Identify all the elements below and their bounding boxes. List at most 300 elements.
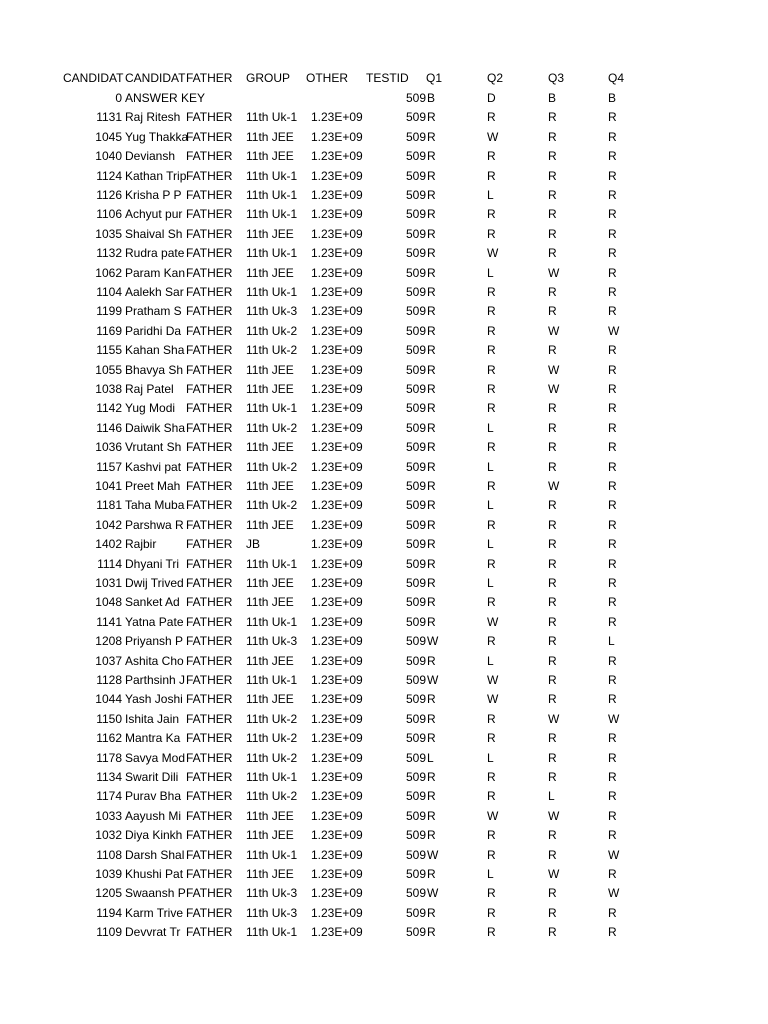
table-row bbox=[0, 574, 768, 593]
table-row bbox=[0, 593, 768, 612]
cell-father: FATHER bbox=[186, 925, 233, 940]
table-row bbox=[0, 710, 768, 729]
cell-q1: R bbox=[427, 285, 436, 299]
cell-father: FATHER bbox=[186, 323, 233, 338]
cell-candidate-name: Ashita Cho bbox=[125, 653, 184, 668]
cell-testid: 509 bbox=[405, 323, 426, 338]
cell-q1: R bbox=[427, 537, 436, 552]
cell-group: 11th Uk-2 bbox=[246, 731, 298, 746]
cell-candidate-name: Aayush Mi bbox=[125, 808, 182, 823]
cell-father: FATHER bbox=[186, 905, 233, 920]
cell-testid: 509 bbox=[405, 129, 426, 144]
cell-testid: 509 bbox=[405, 459, 426, 474]
table-row bbox=[0, 341, 768, 360]
cell-q1: R bbox=[427, 576, 436, 590]
cell-other: 1.23E+09 bbox=[311, 265, 363, 280]
cell-group: 11th Uk-1 bbox=[246, 110, 298, 125]
cell-q3: R bbox=[548, 537, 557, 552]
cell-testid: 509 bbox=[405, 149, 426, 164]
table-row bbox=[0, 535, 768, 554]
cell-q3: R bbox=[548, 517, 557, 532]
table-row bbox=[0, 167, 768, 186]
header-q4: Q4 bbox=[608, 71, 625, 85]
cell-candidate-name: Pratham S bbox=[125, 304, 182, 319]
cell-father: FATHER bbox=[186, 828, 233, 843]
cell-candidate-name: Raj Ritesh bbox=[125, 110, 181, 125]
cell-group: JB bbox=[246, 537, 261, 552]
cell-q3: R bbox=[548, 750, 557, 765]
cell-candidate-name: Yug Modi bbox=[125, 401, 176, 416]
cell-father: FATHER bbox=[186, 886, 233, 901]
cell-q4: R bbox=[608, 401, 617, 416]
cell-father: FATHER bbox=[186, 188, 233, 202]
cell-q3: W bbox=[548, 323, 560, 338]
cell-testid: 509 bbox=[405, 556, 426, 571]
cell-q2: L bbox=[487, 653, 494, 668]
table-row bbox=[0, 496, 768, 515]
cell-other: 1.23E+09 bbox=[311, 440, 363, 455]
cell-father: FATHER bbox=[186, 479, 233, 493]
cell-testid: 509 bbox=[405, 770, 426, 784]
cell-candidate-id: 1402 bbox=[95, 537, 122, 552]
table-row bbox=[0, 826, 768, 845]
header-father: FATHER bbox=[186, 71, 233, 85]
cell-father: FATHER bbox=[186, 362, 233, 377]
cell-group: 11th Uk-2 bbox=[246, 343, 298, 358]
cell-other: 1.23E+09 bbox=[311, 517, 363, 532]
cell-father bbox=[186, 89, 244, 108]
cell-candidate-id: 1055 bbox=[95, 362, 122, 377]
cell-group: 11th JEE bbox=[246, 808, 294, 823]
header-row bbox=[0, 69, 768, 88]
cell-candidate-id: 1162 bbox=[96, 731, 122, 746]
cell-group: 11th JEE bbox=[246, 576, 294, 590]
cell-candidate-name: Yash Joshi bbox=[125, 692, 183, 707]
cell-other: 1.23E+09 bbox=[311, 653, 363, 668]
cell-q1: R bbox=[427, 808, 436, 823]
cell-father: FATHER bbox=[186, 576, 233, 590]
cell-group: 11th Uk-1 bbox=[246, 556, 298, 571]
cell-group: 11th JEE bbox=[246, 382, 294, 396]
cell-testid: 509 bbox=[405, 673, 426, 687]
cell-father: FATHER bbox=[186, 110, 233, 125]
cell-father: FATHER bbox=[186, 517, 233, 532]
cell-q2: R bbox=[487, 634, 496, 649]
cell-q4: R bbox=[608, 731, 617, 746]
cell-q1: R bbox=[427, 401, 436, 416]
table-row bbox=[0, 361, 768, 380]
cell-q3: W bbox=[548, 265, 560, 280]
cell-father: FATHER bbox=[186, 382, 233, 396]
cell-q1: R bbox=[427, 168, 436, 183]
cell-group: 11th JEE bbox=[246, 149, 294, 164]
cell-q2: L bbox=[487, 498, 494, 513]
cell-testid: 509 bbox=[405, 517, 426, 532]
cell-group: 11th Uk-1 bbox=[246, 246, 298, 261]
cell-testid: 509 bbox=[405, 362, 426, 377]
cell-q4: R bbox=[608, 362, 617, 377]
cell-q1: W bbox=[427, 886, 439, 901]
cell-other: 1.23E+09 bbox=[311, 304, 363, 319]
cell-testid: 509 bbox=[405, 576, 426, 590]
cell-q4: R bbox=[608, 789, 617, 804]
cell-candidate-id: 1126 bbox=[96, 188, 122, 202]
cell-other: 1.23E+09 bbox=[311, 168, 363, 183]
cell-candidate-id: 1040 bbox=[95, 149, 122, 164]
cell-q4: R bbox=[608, 576, 617, 590]
table-row bbox=[0, 516, 768, 535]
cell-q4: R bbox=[608, 925, 617, 940]
cell-q1: R bbox=[427, 149, 436, 164]
cell-q3: R bbox=[548, 149, 557, 164]
cell-q1: R bbox=[427, 867, 436, 881]
cell-candidate-id: 1157 bbox=[96, 459, 122, 474]
cell-q4: W bbox=[608, 323, 620, 338]
cell-q2: L bbox=[487, 537, 494, 552]
cell-q3: W bbox=[548, 479, 560, 493]
cell-father: FATHER bbox=[186, 129, 233, 144]
cell-other: 1.23E+09 bbox=[311, 382, 363, 396]
table-row bbox=[0, 399, 768, 418]
table-row bbox=[0, 322, 768, 341]
cell-other: 1.23E+09 bbox=[311, 925, 363, 940]
cell-candidate-name: Shaival Sh bbox=[125, 226, 183, 241]
table-row bbox=[0, 729, 768, 748]
cell-group: 11th Uk-1 bbox=[246, 673, 298, 687]
cell-q3: W bbox=[548, 808, 560, 823]
table-row bbox=[0, 89, 768, 108]
cell-testid: 509 bbox=[405, 634, 426, 649]
cell-other: 1.23E+09 bbox=[311, 188, 363, 202]
table-row bbox=[0, 923, 768, 942]
cell-q3: R bbox=[548, 226, 557, 241]
cell-candidate-id: 1181 bbox=[96, 498, 122, 513]
cell-q4: R bbox=[608, 692, 617, 707]
cell-q1: B bbox=[427, 91, 436, 105]
cell-q1: R bbox=[427, 110, 436, 125]
cell-q2: D bbox=[487, 91, 496, 105]
table-row bbox=[0, 186, 768, 205]
cell-q1: W bbox=[427, 673, 439, 687]
cell-candidate-name: Kathan Trip bbox=[125, 168, 187, 183]
cell-testid: 509 bbox=[405, 867, 426, 881]
header-q1: Q1 bbox=[426, 71, 443, 85]
cell-q2: W bbox=[487, 129, 499, 144]
cell-other: 1.23E+09 bbox=[311, 828, 363, 843]
cell-q1: R bbox=[427, 207, 436, 222]
cell-q4: R bbox=[608, 129, 617, 144]
cell-candidate-name: ANSWER KEY bbox=[125, 91, 206, 105]
cell-testid: 509 bbox=[405, 343, 426, 358]
cell-group: 11th JEE bbox=[246, 479, 294, 493]
table-row bbox=[0, 205, 768, 224]
cell-father: FATHER bbox=[186, 653, 233, 668]
table-row bbox=[0, 419, 768, 438]
cell-other: 1.23E+09 bbox=[311, 692, 363, 707]
cell-candidate-id: 1174 bbox=[96, 789, 122, 804]
cell-testid: 509 bbox=[405, 285, 426, 299]
cell-other: 1.23E+09 bbox=[311, 576, 363, 590]
cell-group: 11th Uk-1 bbox=[246, 847, 298, 862]
cell-other: 1.23E+09 bbox=[311, 905, 363, 920]
cell-candidate-id: 1169 bbox=[96, 323, 122, 338]
cell-candidate-name: Ishita Jain bbox=[125, 711, 180, 726]
cell-q1: R bbox=[427, 770, 436, 784]
cell-q4: R bbox=[608, 537, 617, 552]
cell-candidate-id: 1178 bbox=[96, 750, 122, 765]
cell-other: 1.23E+09 bbox=[311, 789, 363, 804]
cell-candidate-name: Rudra pate bbox=[125, 246, 185, 261]
cell-q2: R bbox=[487, 556, 496, 571]
header-candidate-name: CANDIDAT bbox=[125, 71, 186, 85]
cell-q3: R bbox=[548, 634, 557, 649]
cell-q2: R bbox=[487, 517, 496, 532]
cell-group: 11th Uk-3 bbox=[246, 304, 298, 319]
cell-q2: L bbox=[487, 188, 494, 202]
cell-q2: R bbox=[487, 207, 496, 222]
table-row bbox=[0, 613, 768, 632]
cell-group: 11th JEE bbox=[246, 265, 294, 280]
cell-q3: R bbox=[548, 110, 557, 125]
cell-q1: R bbox=[427, 304, 436, 319]
cell-q2: R bbox=[487, 362, 496, 377]
cell-q4: R bbox=[608, 867, 617, 881]
cell-q1: R bbox=[427, 556, 436, 571]
cell-q2: R bbox=[487, 382, 496, 396]
cell-testid: 509 bbox=[405, 440, 426, 455]
cell-candidate-name: Yatna Pate bbox=[125, 614, 184, 629]
cell-candidate-id: 1044 bbox=[95, 692, 122, 707]
cell-testid: 509 bbox=[405, 246, 426, 261]
cell-q2: R bbox=[487, 226, 496, 241]
cell-q1: R bbox=[427, 226, 436, 241]
cell-q4: R bbox=[608, 440, 617, 455]
cell-q1: R bbox=[427, 692, 436, 707]
cell-father: FATHER bbox=[186, 285, 233, 299]
cell-q3: R bbox=[548, 420, 557, 435]
cell-candidate-name: Bhavya Sh bbox=[125, 362, 184, 377]
cell-testid: 509 bbox=[405, 925, 426, 940]
cell-group: 11th JEE bbox=[246, 129, 294, 144]
cell-testid: 509 bbox=[405, 537, 426, 552]
cell-father: FATHER bbox=[186, 614, 233, 629]
cell-other: 1.23E+09 bbox=[311, 207, 363, 222]
cell-other: 1.23E+09 bbox=[311, 110, 363, 125]
cell-q2: L bbox=[487, 750, 494, 765]
cell-other: 1.23E+09 bbox=[311, 634, 363, 649]
cell-other: 1.23E+09 bbox=[311, 498, 363, 513]
cell-group: 11th JEE bbox=[246, 692, 294, 707]
cell-group: 11th JEE bbox=[246, 517, 294, 532]
cell-other: 1.23E+09 bbox=[311, 595, 363, 610]
cell-q2: W bbox=[487, 692, 499, 707]
cell-father: FATHER bbox=[186, 673, 233, 687]
cell-candidate-id: 1132 bbox=[96, 246, 122, 261]
cell-candidate-id: 1045 bbox=[95, 129, 122, 144]
table-row bbox=[0, 438, 768, 457]
cell-group: 11th Uk-1 bbox=[246, 188, 298, 202]
cell-q2: L bbox=[487, 459, 494, 474]
cell-candidate-name: Savya Mod bbox=[125, 750, 186, 765]
cell-candidate-name: Daiwik Sha bbox=[125, 420, 186, 435]
cell-group: 11th Uk-1 bbox=[246, 285, 298, 299]
cell-testid: 509 bbox=[405, 595, 426, 610]
cell-q1: L bbox=[427, 750, 434, 765]
cell-father: FATHER bbox=[186, 731, 233, 746]
cell-q4: R bbox=[608, 188, 617, 202]
cell-candidate-id: 1036 bbox=[95, 440, 122, 455]
cell-q2: R bbox=[487, 905, 496, 920]
cell-group: 11th Uk-2 bbox=[246, 420, 298, 435]
cell-candidate-name: Taha Muba bbox=[125, 498, 185, 513]
cell-q3: R bbox=[548, 285, 557, 299]
cell-q3: R bbox=[548, 498, 557, 513]
cell-candidate-name: Swarit Dili bbox=[125, 770, 179, 784]
cell-q1: W bbox=[427, 847, 439, 862]
cell-q3: R bbox=[548, 770, 557, 784]
cell-candidate-id: 1114 bbox=[97, 556, 122, 571]
cell-q2: R bbox=[487, 595, 496, 610]
cell-candidate-name: Achyut pur bbox=[125, 207, 183, 222]
cell-q3: R bbox=[548, 692, 557, 707]
cell-group: 11th Uk-1 bbox=[246, 770, 298, 784]
cell-q4: R bbox=[608, 808, 617, 823]
cell-testid: 509 bbox=[405, 226, 426, 241]
cell-q2: R bbox=[487, 285, 496, 299]
cell-testid: 509 bbox=[405, 886, 426, 901]
cell-q3: R bbox=[548, 207, 557, 222]
cell-father: FATHER bbox=[186, 343, 233, 358]
cell-group: 11th Uk-3 bbox=[246, 634, 298, 649]
cell-candidate-id: 1194 bbox=[96, 905, 122, 920]
cell-father: FATHER bbox=[186, 459, 233, 474]
cell-testid: 509 bbox=[405, 479, 426, 493]
cell-candidate-id: 1035 bbox=[95, 226, 122, 241]
table-row bbox=[0, 380, 768, 399]
cell-father: FATHER bbox=[186, 226, 233, 241]
cell-candidate-name: Sanket Ad bbox=[125, 595, 180, 610]
cell-q3: R bbox=[548, 653, 557, 668]
cell-other: 1.23E+09 bbox=[311, 750, 363, 765]
cell-group: 11th JEE bbox=[246, 226, 294, 241]
cell-q2: R bbox=[487, 168, 496, 183]
cell-q2: R bbox=[487, 789, 496, 804]
cell-candidate-name: Yug Thakka bbox=[125, 129, 189, 144]
cell-candidate-id: 1041 bbox=[95, 479, 122, 493]
cell-father: FATHER bbox=[186, 440, 233, 455]
cell-testid: 509 bbox=[405, 711, 426, 726]
cell-q4: R bbox=[608, 517, 617, 532]
cell-father: FATHER bbox=[186, 149, 233, 164]
table-row bbox=[0, 108, 768, 127]
cell-q4: R bbox=[608, 285, 617, 299]
cell-q3: R bbox=[548, 246, 557, 261]
cell-father: FATHER bbox=[186, 537, 233, 552]
cell-q3: R bbox=[548, 886, 557, 901]
cell-father: FATHER bbox=[186, 789, 233, 804]
cell-q1: R bbox=[427, 789, 436, 804]
cell-candidate-id: 1146 bbox=[96, 420, 122, 435]
cell-testid: 509 bbox=[405, 401, 426, 416]
cell-q2: R bbox=[487, 149, 496, 164]
cell-candidate-name: Aalekh Sar bbox=[125, 285, 184, 299]
cell-q3: R bbox=[548, 905, 557, 920]
cell-candidate-id: 1038 bbox=[95, 382, 122, 396]
cell-q3: R bbox=[548, 459, 557, 474]
cell-testid: 509 bbox=[405, 207, 426, 222]
cell-testid: 509 bbox=[405, 498, 426, 513]
cell-q2: R bbox=[487, 847, 496, 862]
cell-other: 1.23E+09 bbox=[311, 459, 363, 474]
cell-group: 11th Uk-2 bbox=[246, 323, 298, 338]
cell-q3: R bbox=[548, 614, 557, 629]
table-row bbox=[0, 283, 768, 302]
cell-candidate-id: 1104 bbox=[96, 285, 122, 299]
table-row bbox=[0, 225, 768, 244]
cell-testid: 509 bbox=[405, 731, 426, 746]
cell-q3: R bbox=[548, 440, 557, 455]
cell-q3: L bbox=[548, 789, 555, 804]
cell-candidate-name: Diya Kinkh bbox=[125, 828, 183, 843]
cell-q4: R bbox=[608, 265, 617, 280]
cell-q4: R bbox=[608, 246, 617, 261]
cell-father: FATHER bbox=[186, 808, 233, 823]
cell-q3: R bbox=[548, 304, 557, 319]
cell-candidate-name: Purav Bha bbox=[125, 789, 182, 804]
cell-father: FATHER bbox=[186, 634, 233, 649]
cell-q3: R bbox=[548, 731, 557, 746]
cell-testid: 509 bbox=[405, 750, 426, 765]
cell-candidate-name: Dwij Trived bbox=[125, 576, 184, 590]
cell-candidate-name: Deviansh bbox=[125, 149, 176, 164]
cell-testid: 509 bbox=[405, 828, 426, 843]
cell-testid: 509 bbox=[405, 91, 426, 105]
cell-q4: R bbox=[608, 556, 617, 571]
cell-q1: R bbox=[427, 595, 436, 610]
cell-q2: R bbox=[487, 925, 496, 940]
cell-q3: W bbox=[548, 711, 560, 726]
cell-other: 1.23E+09 bbox=[311, 770, 363, 784]
cell-group: 11th JEE bbox=[246, 362, 294, 377]
cell-other: 1.23E+09 bbox=[311, 847, 363, 862]
cell-group: 11th Uk-3 bbox=[246, 905, 298, 920]
cell-candidate-name: Preet Mah bbox=[125, 479, 181, 493]
cell-group: 11th Uk-2 bbox=[246, 711, 298, 726]
cell-candidate-name: Vrutant Sh bbox=[125, 440, 182, 455]
cell-other: 1.23E+09 bbox=[311, 343, 363, 358]
cell-q4: R bbox=[608, 343, 617, 358]
cell-father: FATHER bbox=[186, 207, 233, 222]
cell-candidate-id: 1134 bbox=[96, 770, 122, 784]
table-row bbox=[0, 807, 768, 826]
cell-q4: W bbox=[608, 847, 620, 862]
cell-testid: 509 bbox=[405, 110, 426, 125]
cell-q1: R bbox=[427, 905, 436, 920]
cell-candidate-id: 1032 bbox=[95, 828, 122, 843]
cell-q3: R bbox=[548, 828, 557, 843]
cell-other: 1.23E+09 bbox=[311, 129, 363, 144]
cell-q2: L bbox=[487, 265, 494, 280]
cell-testid: 509 bbox=[405, 789, 426, 804]
cell-candidate-id: 1109 bbox=[96, 925, 122, 940]
cell-other: 1.23E+09 bbox=[311, 285, 363, 299]
cell-testid: 509 bbox=[405, 847, 426, 862]
header-candidate-id: CANDIDAT bbox=[63, 71, 124, 85]
cell-q1: R bbox=[427, 382, 436, 396]
cell-group: 11th Uk-2 bbox=[246, 498, 298, 513]
cell-other: 1.23E+09 bbox=[311, 673, 363, 687]
cell-candidate-name: Kahan Sha bbox=[125, 343, 185, 358]
